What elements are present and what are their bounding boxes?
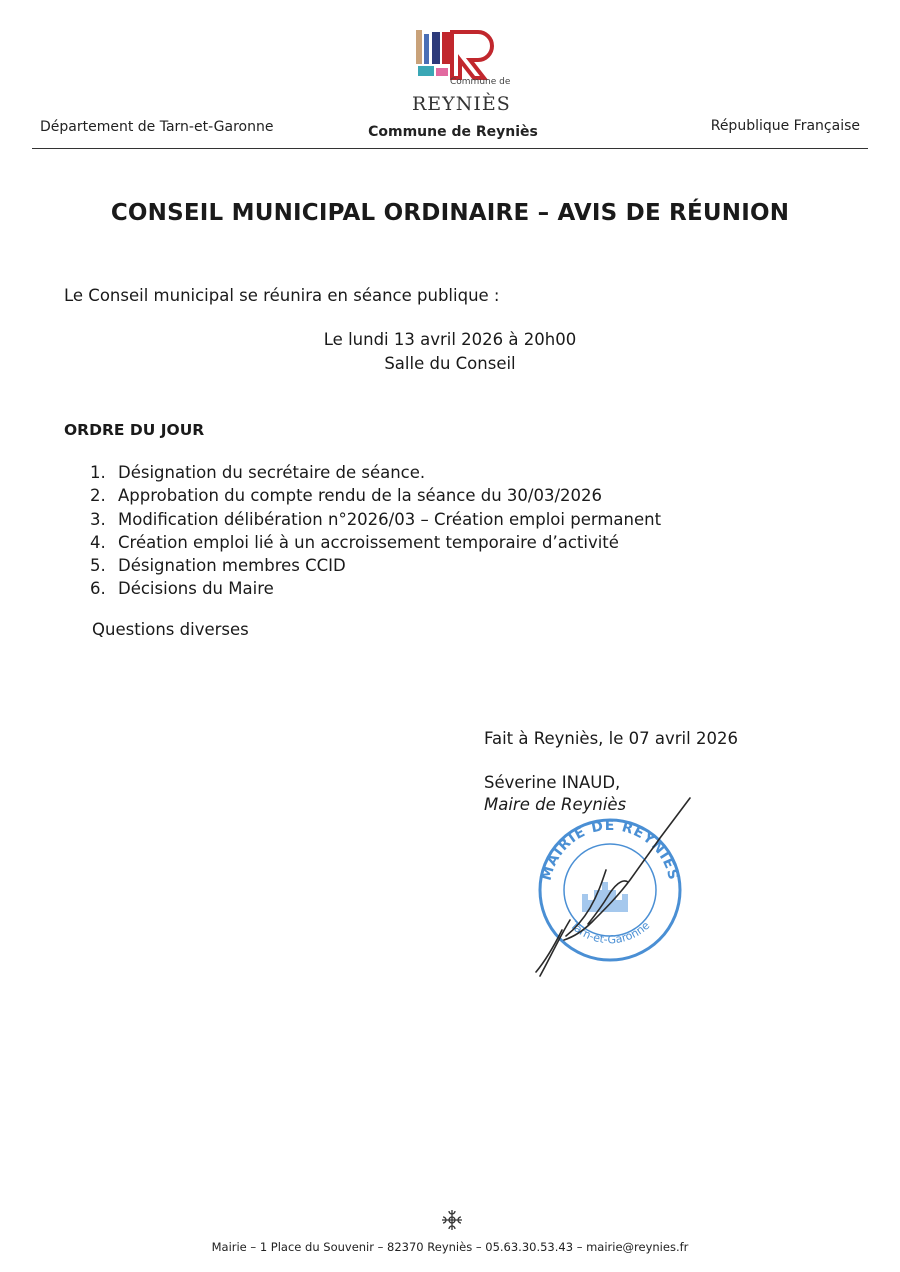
agenda-item-number: 4. — [90, 532, 106, 552]
agenda-item-text: Désignation membres CCID — [118, 556, 346, 576]
agenda-item-text: Décisions du Maire — [118, 579, 274, 599]
logo-lettering-top: Commune de — [450, 77, 511, 87]
agenda-item — [90, 531, 661, 554]
agenda-item — [90, 508, 661, 531]
meeting-info — [0, 328, 900, 376]
department-label: Département de Tarn-et-Garonne — [40, 119, 274, 135]
agenda-item-number: 6. — [90, 579, 106, 599]
header-divider — [32, 148, 868, 149]
republic-label: République Française — [710, 118, 860, 134]
agenda-item — [90, 554, 661, 577]
logo-lettering-bottom: REYNIÈS — [412, 93, 511, 115]
agenda-item-text: Création emploi lié à un accroissement temporaire d’activité — [118, 532, 619, 552]
meeting-location: Salle du Conseil — [384, 354, 516, 373]
agenda-item-number: 2. — [90, 486, 106, 506]
commune-label: Commune de Reyniès — [368, 124, 538, 140]
place-date: Fait à Reyniès, le 07 avril 2026 — [484, 729, 738, 748]
occitan-cross-icon — [440, 1208, 464, 1232]
agenda-item-text: Modification délibération n°2026/03 – Création emploi permanent — [118, 509, 662, 529]
agenda-item — [90, 577, 661, 600]
agenda-item-text: Désignation du secrétaire de séance. — [118, 463, 426, 482]
agenda-list — [90, 461, 661, 601]
agenda-item-number: 3. — [90, 509, 106, 529]
official-stamp — [510, 790, 710, 990]
intro-text: Le Conseil municipal se réunira en séance publique : — [64, 286, 500, 305]
meeting-date-time: Le lundi 13 avril 2026 à 20h00 — [323, 330, 577, 349]
document-title: CONSEIL MUNICIPAL ORDINAIRE – AVIS DE RÉUNION — [110, 200, 790, 226]
agenda-heading: ORDRE DU JOUR — [64, 421, 205, 439]
stamp-text-bottom: Tarn-et-Garonne — [567, 918, 653, 947]
svg-text:MAIRIE DE REYNIES — [539, 818, 682, 882]
agenda-item-text: Approbation du compte rendu de la séance du 30/03/2026 — [118, 486, 603, 506]
signer-name: Séverine INAUD, — [484, 773, 621, 792]
commune-logo — [408, 26, 511, 116]
stamp-text-top: MAIRIE DE REYNIES — [538, 817, 682, 883]
questions-diverses: Questions diverses — [92, 620, 249, 639]
footer-contact: Mairie – 1 Place du Souvenir – 82370 Reyniès – 05.63.30.53.43 – mairie@reynies.fr — [211, 1240, 689, 1254]
agenda-item-number: 5. — [90, 556, 106, 576]
agenda-item-number: 1. — [90, 463, 106, 482]
agenda-item — [90, 484, 661, 507]
agenda-item — [90, 461, 661, 484]
signer-role: Maire de Reyniès — [484, 795, 627, 814]
